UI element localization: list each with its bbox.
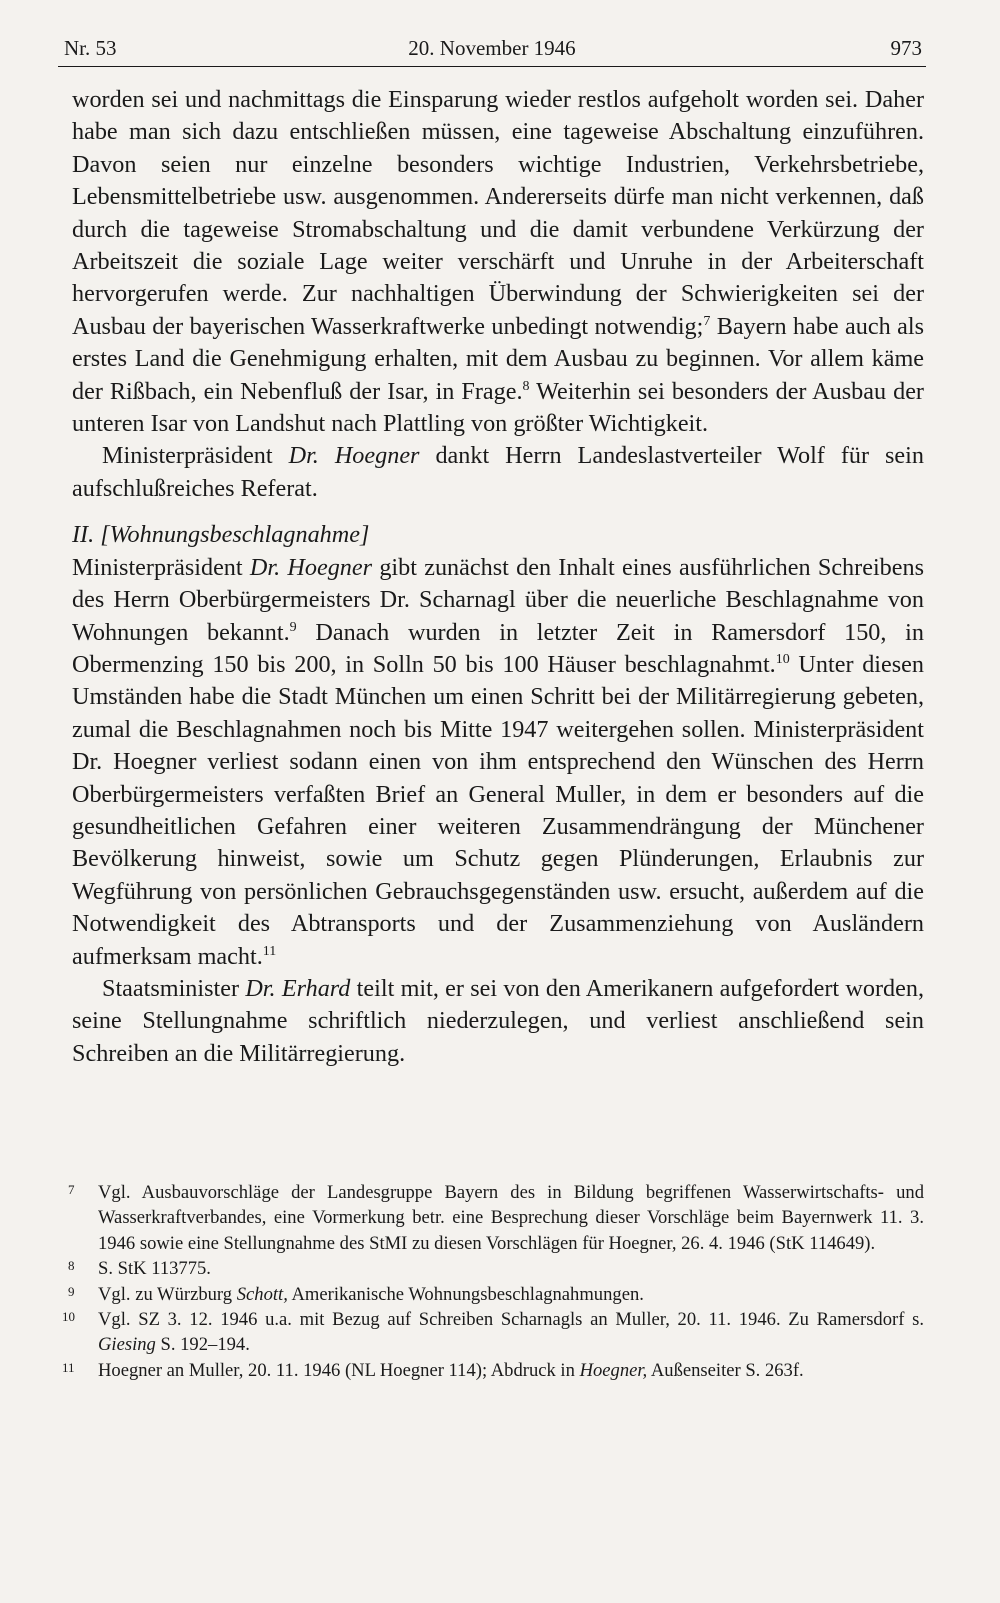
paragraph-4: Staatsminister Dr. Erhard teilt mit, er sei von den Amerikanern aufgefordert worden, seine Stellungnahme schriftlich niederzulegen, und verliest anschließend sein Schreiben an die Militärregierung. <box>72 974 925 1067</box>
issue-number: Nr. 53 <box>64 36 117 60</box>
footnote: 7 Vgl. Ausbauvorschläge der Landesgruppe Bayern des in Bildung begriffenen Wasserwirtschafts- und Wasserkraftverbandes, eine Vormerkung betr. eine Besprechung dieser Vorschläge beim Bayernwerk 11. 3. 1946 sowie eine Stellungnahme des StMI zu diesen Vorschlägen für Hoegner, 26. 4. 1946 (StK 114649). <box>68 1182 924 1254</box>
footnote: 9 Vgl. zu Würzburg Schott, Amerikanische Wohnungsbeschlagnahmungen. <box>68 1283 644 1305</box>
footnote: 11 Hoegner an Muller, 20. 11. 1946 (NL Hoegner 114); Abdruck in Hoegner, Außenseiter S. 263f. <box>62 1359 804 1381</box>
paragraph-2: Ministerpräsident Dr. Hoegner dankt Herrn Landeslastverteiler Wolf für sein aufschlußreiches Referat. <box>72 442 924 502</box>
footnote-ref: 9 <box>289 619 297 635</box>
footnote-ref: 10 <box>775 651 790 667</box>
footnotes <box>62 1180 924 1383</box>
footnote-ref: 11 <box>262 943 277 959</box>
footnote: 10 Vgl. SZ 3. 12. 1946 u.a. mit Bezug auf Schreiben Scharnagls an Muller, 20. 11. 1946. Zu Ramersdorf s. Giesing S. 192–194. <box>62 1309 924 1356</box>
section-heading: II. [Wohnungsbeschlagnahme] <box>72 521 370 549</box>
paragraph-1: worden sei und nachmittags die Einsparung wieder restlos aufgeholt worden sei. Daher habe man sich dazu entschließen müssen, eine tageweise Abschaltung einzuführen. Davon seien nur einzelne besonders wichtige Industrien, Verkehrsbetriebe, Lebensmittelbetriebe usw. ausgenommen. Andererseits dürfe man nicht verkennen, daß durch die tageweise Stromabschaltung und die damit verbundene Verkürzung der Arbeitszeit die soziale Lage weiter verschärft und Unruhe in der Arbeiterschaft hervorgerufen werde. Zur nachhaltigen Überwindung der Schwierigkeiten sei der Ausbau der bayerischen Wasserkraftwerke unbedingt notwendig;$^7$ Bayern habe auch als erstes Land die Genehmigung erhalten, mit dem Ausbau zu beginnen. Vor allem käme der Rißbach, ein Nebenfluß der Isar, in Frage.$^8$ Weiterhin sei besonders der Ausbau der unteren Isar von Landshut nach Plattling von größter Wichtigkeit. <box>72 86 924 438</box>
main-text <box>72 84 924 1070</box>
person-name: Dr. Hoegner <box>249 553 373 581</box>
footnote-ref: 8 <box>522 378 530 394</box>
person-name: Dr. Erhard <box>245 974 351 1002</box>
page-number: 973 <box>890 36 922 60</box>
paragraph-3: Ministerpräsident Dr. Hoegner gibt zunächst den Inhalt eines ausführlichen Schreibens des Herrn Oberbürgermeisters Dr. Scharnagl über die neuerliche Beschlagnahme von Wohnungen bekannt.$^9$ Danach wurden in letzter Zeit in Ramersdorf 150, in Obermenzing 150 bis 200, in Solln 50 bis 100 Häuser beschlagnahmt.$^{10}$ Unter diesen Umständen habe die Stadt München um einen Schritt bei der Militärregierung gebeten, zumal die Beschlagnahmen noch bis Mitte 1947 weitergehen sollen. Ministerpräsident Dr. Hoegner verliest sodann einen von ihm entsprechend den Wünschen des Herrn Oberbürgermeisters verfaßten Brief an General Muller, in dem er besonders auf die gesundheitlichen Gefahren einer weiteren Zusammendrängung der Münchener Bevölkerung hinweist, sowie um Schutz gegen Plünderungen, Erlaubnis zur Wegführung von persönlichen Gebrauchsgegenständen usw. ersucht, außerdem auf die Notwendigkeit des Abtransports und der Zusammenziehung von Ausländern aufmerksam macht.$^{11}$ <box>72 553 924 970</box>
footnote-ref: 7 <box>703 313 711 329</box>
person-name: Dr. Hoegner <box>288 442 420 470</box>
page-header <box>58 32 926 67</box>
footnote: 8 S. StK 113775. <box>68 1258 211 1280</box>
page-date: 20. November 1946 <box>408 36 576 60</box>
